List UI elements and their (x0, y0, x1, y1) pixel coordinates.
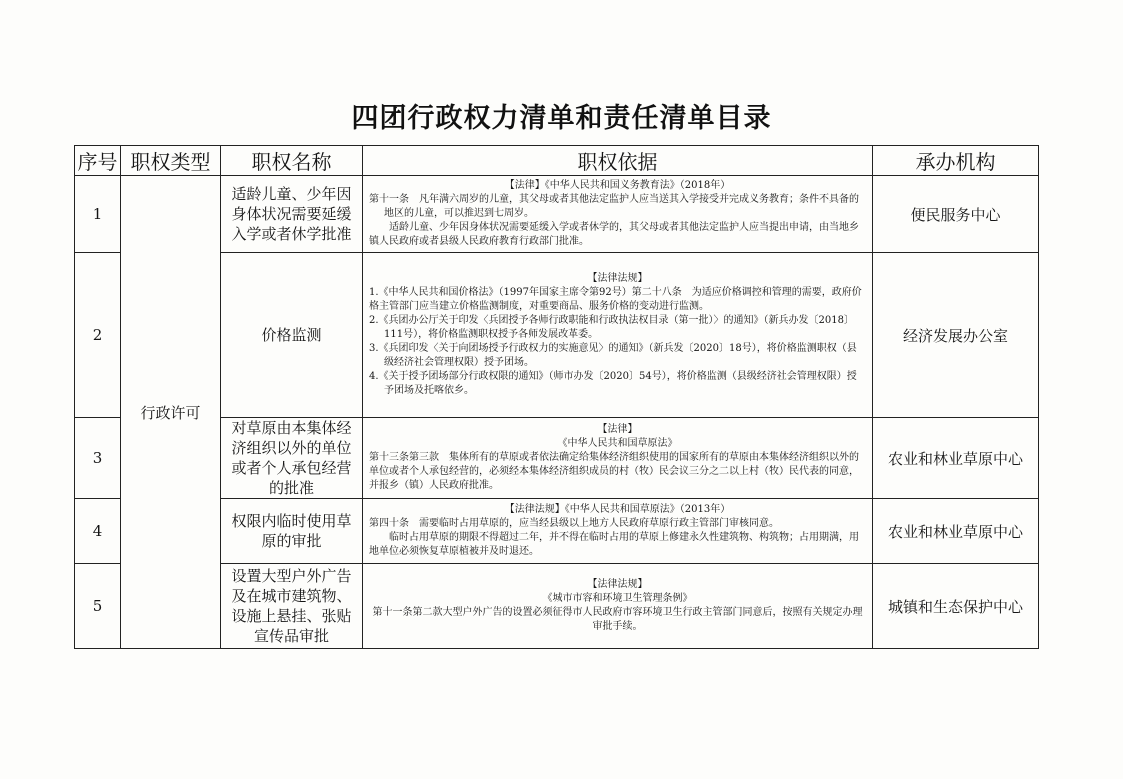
power-basis (363, 253, 873, 418)
power-basis (363, 176, 873, 253)
basis-paragraph: 2.《兵团办公厅关于印发〈兵团授予各师行政职能和行政执法权目录（第一批）〉的通知》（新兵办发〔2018〕111号），将价格监测职权授予各师发展改革委。 (369, 315, 854, 340)
basis-paragraph: 第十三条第三款 集体所有的草原或者依法确定给集体经济组织使用的国家所有的草原由本集体经济组织以外的单位或者个人承包经营的，必须经本集体经济组织成员的村（牧）民会议三分之二以上村（牧）民代表的同意，并报乡（镇）人民政府批准。 (369, 452, 859, 491)
table-header-row (75, 146, 1039, 176)
basis-paragraph: 适龄儿童、少年因身体状况需要延缓入学或者休学的，其父母或者其他法定监护人应当提出申请，由当地乡镇人民政府或者县级人民政府教育行政部门批准。 (369, 222, 859, 247)
basis-heading: 【法律】 (597, 424, 638, 435)
header-basis: 职权依据 (363, 146, 873, 176)
power-name: 价格监测 (221, 253, 363, 418)
header-type: 职权类型 (121, 146, 221, 176)
row-number: 2 (75, 253, 121, 418)
table-row (75, 176, 1039, 253)
basis-paragraph: 第十一条 凡年满六周岁的儿童，其父母或者其他法定监护人应当送其入学接受并完成义务教育；条件不具备的地区的儿童，可以推迟到七周岁。 (369, 194, 859, 219)
basis-heading: 【法律法规】 (587, 579, 648, 590)
power-basis (363, 499, 873, 564)
row-number: 3 (75, 418, 121, 499)
basis-heading: 【法律】《中华人民共和国义务教育法》（2018年） (504, 180, 731, 191)
power-basis (363, 418, 873, 499)
header-org: 承办机构 (873, 146, 1039, 176)
responsible-org: 城镇和生态保护中心 (873, 564, 1039, 649)
responsible-org: 便民服务中心 (873, 176, 1039, 253)
basis-heading: 【法律法规】 (587, 273, 648, 284)
responsible-org: 农业和林业草原中心 (873, 418, 1039, 499)
power-basis (363, 564, 873, 649)
basis-heading: 【法律法规】《中华人民共和国草原法》（2013年） (504, 504, 731, 515)
responsible-org: 农业和林业草原中心 (873, 499, 1039, 564)
basis-paragraph: 3.《兵团印发〈关于向团场授予行政权力的实施意见〉的通知》（新兵发〔2020〕18号），将价格监测职权（县级经济社会管理权限）授予团场。 (369, 343, 857, 368)
basis-paragraph: 第四十条 需要临时占用草原的，应当经县级以上地方人民政府草原行政主管部门审核同意。 (369, 518, 779, 529)
page-title: 四团行政权力清单和责任清单目录 (351, 103, 772, 134)
row-number: 4 (75, 499, 121, 564)
power-name: 设置大型户外广告及在城市建筑物、设施上悬挂、张贴宣传品审批 (221, 564, 363, 649)
basis-paragraph: 临时占用草原的期限不得超过二年，并不得在临时占用的草原上修建永久性建筑物、构筑物；占用期满，用地单位必须恢复草原植被并及时退还。 (369, 532, 859, 557)
responsible-org: 经济发展办公室 (873, 253, 1039, 418)
basis-subheading: 《中华人民共和国草原法》 (557, 438, 678, 449)
power-name: 适龄儿童、少年因身体状况需要延缓入学或者休学批准 (221, 176, 363, 253)
row-number: 5 (75, 564, 121, 649)
basis-paragraph: 4.《关于授予团场部分行政权限的通知》（师市办发〔2020〕54号），将价格监测（县级经济社会管理权限）授予团场及托喀依乡。 (369, 371, 857, 396)
header-name: 职权名称 (221, 146, 363, 176)
basis-paragraph: 1.《中华人民共和国价格法》（1997年国家主席令第92号）第二十八条 为适应价格调控和管理的需要，政府价格主管部门应当建立价格监测制度，对重要商品、服务价格的变动进行监测。 (369, 287, 862, 312)
power-name: 权限内临时使用草原的审批 (221, 499, 363, 564)
power-type-cell: 行政许可 (121, 176, 221, 649)
row-number: 1 (75, 176, 121, 253)
basis-subheading: 《城市市容和环境卫生管理条例》 (542, 593, 693, 604)
basis-paragraph: 第十一条第二款大型户外广告的设置必须征得市人民政府市容环境卫生行政主管部门同意后，按照有关规定办理审批手续。 (372, 607, 863, 632)
header-no: 序号 (75, 146, 121, 176)
power-list-table (74, 145, 1039, 649)
power-name: 对草原由本集体经济组织以外的单位或者个人承包经营的批准 (221, 418, 363, 499)
